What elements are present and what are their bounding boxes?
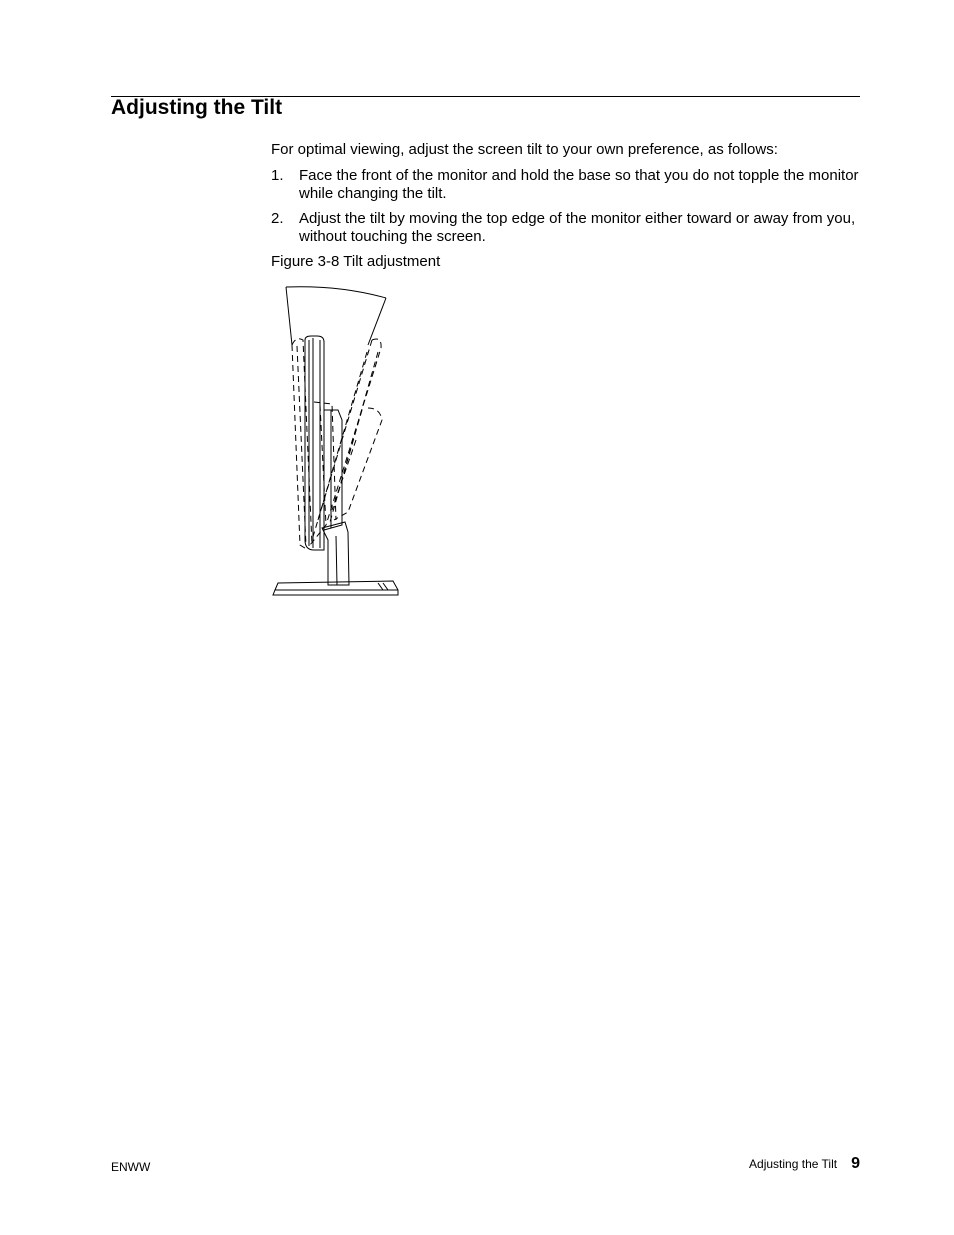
- tilt-adjustment-illustration: [268, 280, 403, 600]
- monitor-base: [273, 581, 398, 595]
- tilt-range-arc: [286, 287, 386, 298]
- footer-section-title: Adjusting the Tilt: [749, 1157, 838, 1171]
- monitor-tilted-back: [292, 339, 336, 550]
- figure-caption: Figure 3-8 Tilt adjustment: [271, 253, 441, 270]
- tilt-limit-forward: [368, 298, 386, 345]
- step-text: Face the front of the monitor and hold the base so that you do not topple the monitor while changing the tilt.: [299, 167, 859, 202]
- footer-doc-id: ENWW: [111, 1160, 151, 1174]
- monitor-tilted-forward: [310, 339, 382, 545]
- step-text: Adjust the tilt by moving the top edge of the monitor either toward or away from you, without touching the screen.: [299, 210, 856, 245]
- step-number: 2.: [271, 210, 284, 227]
- intro-paragraph: For optimal viewing, adjust the screen tilt to your own preference, as follows:: [271, 141, 778, 158]
- tilt-limit-back: [286, 287, 292, 345]
- section-title: Adjusting the Tilt: [111, 96, 283, 119]
- monitor-stand: [322, 522, 349, 585]
- step-number: 1.: [271, 167, 284, 184]
- page-number: 9: [851, 1155, 860, 1172]
- footer-page-info: [749, 1154, 860, 1174]
